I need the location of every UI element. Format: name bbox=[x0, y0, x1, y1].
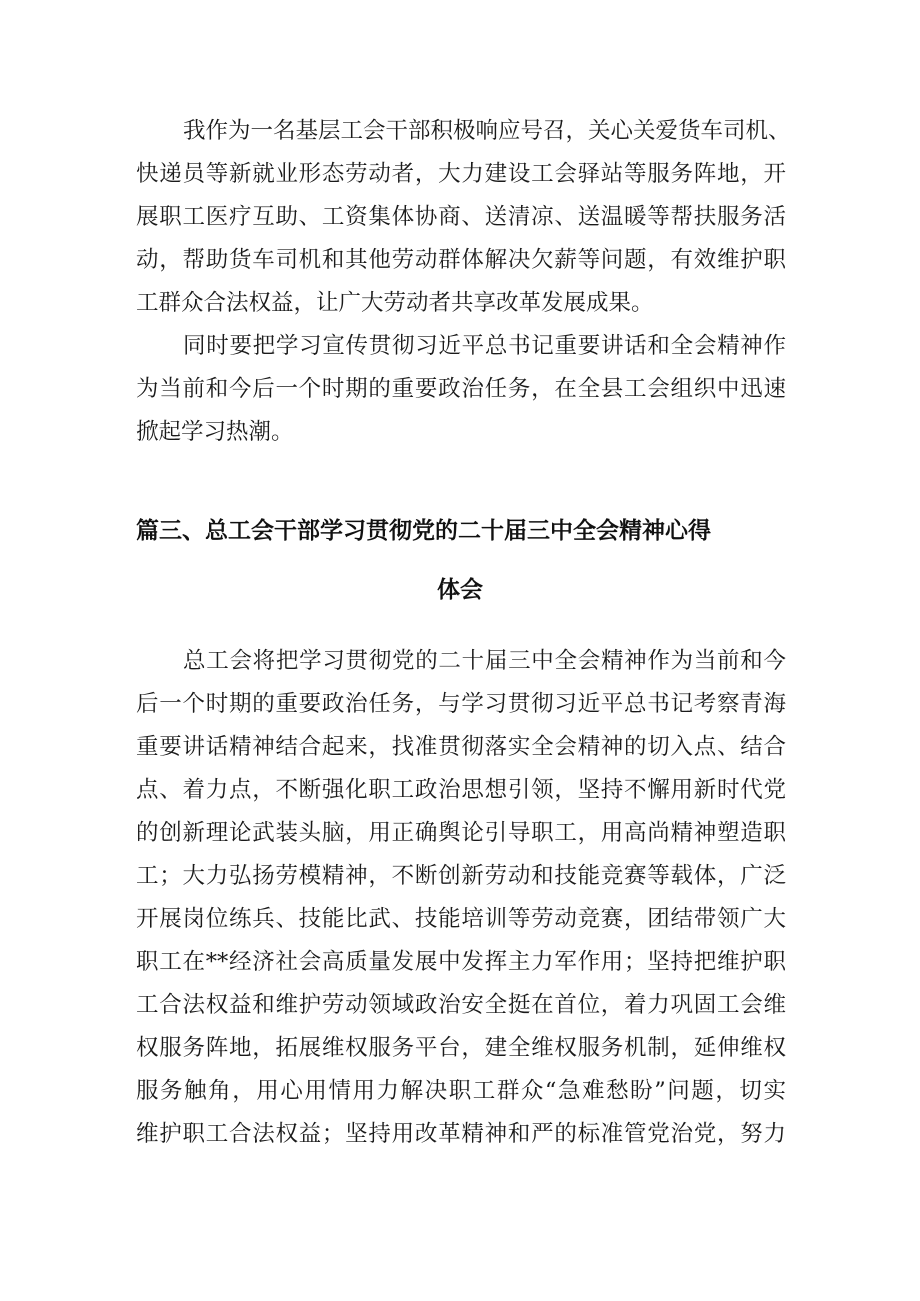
paragraph-3-line-4: 点、着力点，不断强化职工政治思想引领，坚持不懈用新时代党 bbox=[136, 777, 786, 803]
paragraph-3-line-1: 总工会将把学习贯彻党的二十届三中全会精神作为当前和今 bbox=[183, 648, 786, 674]
section-heading-line-1: 篇三、总工会干部学习贯彻党的二十届三中全会精神心得 bbox=[136, 518, 711, 544]
paragraph-1-line-2: 快递员等新就业形态劳动者，大力建设工会驿站等服务阵地，开 bbox=[136, 161, 786, 187]
paragraph-3-line-3: 重要讲话精神结合起来，找准贯彻落实全会精神的切入点、结合 bbox=[136, 734, 786, 760]
paragraph-3-line-5: 的创新理论武装头脑，用正确舆论引导职工，用高尚精神塑造职 bbox=[136, 820, 786, 846]
paragraph-3-line-8: 职工在**经济社会高质量发展中发挥主力军作用；坚持把维护职 bbox=[136, 949, 786, 975]
paragraph-1-line-1: 我作为一名基层工会干部积极响应号召，关心关爱货车司机、 bbox=[183, 118, 791, 144]
paragraph-2-line-2: 为当前和今后一个时期的重要政治任务，在全县工会组织中迅速 bbox=[136, 376, 786, 402]
paragraph-1-line-3: 展职工医疗互助、工资集体协商、送清凉、送温暖等帮扶服务活 bbox=[136, 204, 786, 230]
paragraph-3-line-9: 工合法权益和维护劳动领域政治安全挺在首位，着力巩固工会维 bbox=[136, 992, 786, 1018]
paragraph-3-line-12: 维护职工合法权益；坚持用改革精神和严的标准管党治党，努力 bbox=[136, 1121, 786, 1147]
paragraph-2-line-3: 掀起学习热潮。 bbox=[136, 419, 294, 445]
section-heading-line-2: 体会 bbox=[437, 577, 483, 603]
paragraph-1-line-5: 工群众合法权益，让广大劳动者共享改革发展成果。 bbox=[136, 290, 654, 316]
paragraph-3-line-2: 后一个时期的重要政治任务，与学习贯彻习近平总书记考察青海 bbox=[136, 691, 786, 717]
paragraph-3-line-10: 权服务阵地，拓展维权服务平台，建全维权服务机制，延伸维权 bbox=[136, 1035, 786, 1061]
paragraph-1-line-4: 动，帮助货车司机和其他劳动群体解决欠薪等问题，有效维护职 bbox=[136, 247, 786, 273]
paragraph-3-line-11: 服务触角，用心用情用力解决职工群众“急难愁盼”问题，切实 bbox=[136, 1078, 786, 1104]
paragraph-3-line-7: 开展岗位练兵、技能比武、技能培训等劳动竞赛，团结带领广大 bbox=[136, 906, 786, 932]
paragraph-2-line-1: 同时要把学习宣传贯彻习近平总书记重要讲话和全会精神作 bbox=[183, 333, 786, 359]
paragraph-3-line-6: 工；大力弘扬劳模精神，不断创新劳动和技能竞赛等载体，广泛 bbox=[136, 863, 786, 889]
